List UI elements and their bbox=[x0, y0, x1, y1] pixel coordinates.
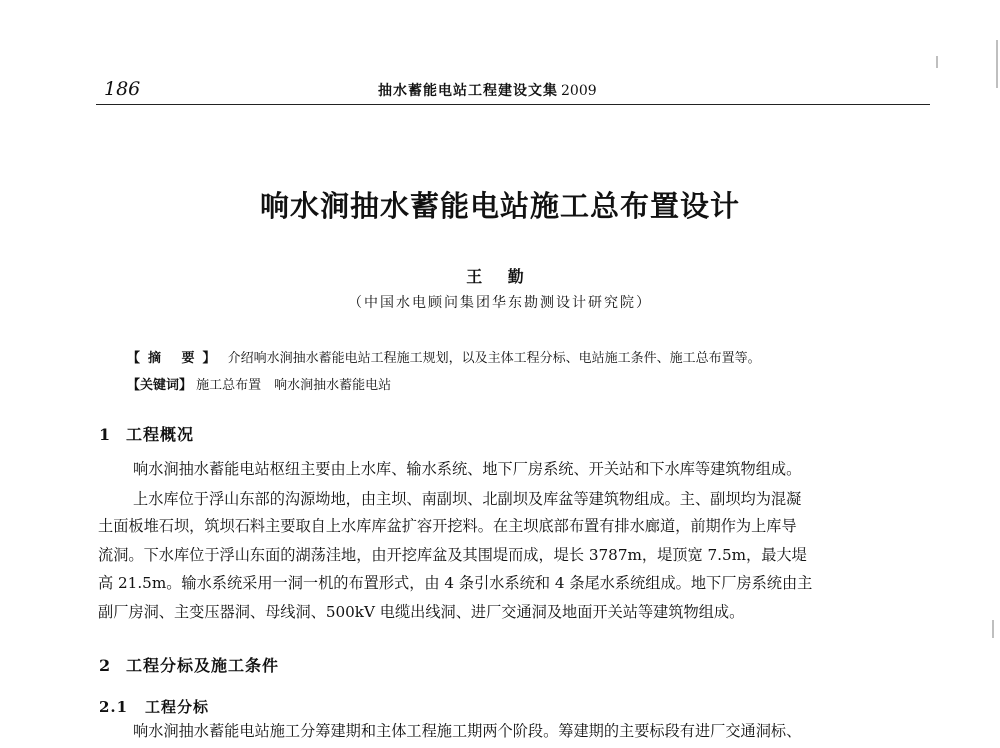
abstract-label: 【摘 要】 bbox=[127, 351, 224, 366]
body-paragraph-line: 响水涧抽水蓄能电站枢纽主要由上水库、输水系统、地下厂房系统、开关站和下水库等建筑物组成。 bbox=[133, 460, 802, 478]
scan-artifact-mark bbox=[996, 40, 998, 88]
author-affiliation: （中国水电顾问集团华东勘测设计研究院） bbox=[348, 295, 652, 311]
scan-artifact-mark bbox=[936, 56, 938, 68]
scan-artifact-mark bbox=[992, 620, 994, 638]
running-title-text: 抽水蓄能电站工程建设文集 bbox=[378, 83, 558, 99]
section-heading-2 bbox=[99, 653, 279, 676]
body-paragraph-line: 高 21.5m。输水系统采用一洞一机的布置形式，由 4 条引水系统和 4 条尾水系统组成。地下厂房系统由主 bbox=[98, 574, 813, 592]
page-number: 186 bbox=[104, 78, 141, 100]
running-title bbox=[378, 80, 597, 100]
body-paragraph-line: 响水涧抽水蓄能电站施工分筹建期和主体工程施工期两个阶段。筹建期的主要标段有进厂交通洞标、 bbox=[133, 722, 802, 740]
section-number: 2 bbox=[99, 656, 112, 675]
body-paragraph-line: 上水库位于浮山东部的沟源坳地，由主坝、南副坝、北副坝及库盆等建筑物组成。主、副坝均为混凝 bbox=[133, 490, 802, 508]
section-number: 1 bbox=[99, 425, 112, 444]
subsection-title: 工程分标 bbox=[145, 698, 210, 716]
keywords bbox=[127, 374, 927, 393]
section-title: 工程分标及施工条件 bbox=[126, 656, 280, 675]
section-heading-1 bbox=[99, 422, 194, 445]
article-title: 响水涧抽水蓄能电站施工总布置设计 bbox=[259, 189, 740, 223]
body-paragraph-line: 土面板堆石坝，筑坝石料主要取自上水库库盆扩容开挖料。在主坝底部布置有排水廊道，前期作为上库导 bbox=[98, 517, 797, 535]
subsection-heading-2-1 bbox=[99, 696, 209, 717]
author-name: 王 勤 bbox=[466, 267, 534, 286]
subsection-number: 2.1 bbox=[99, 698, 129, 716]
abstract-text: 介绍响水涧抽水蓄能电站工程施工规划，以及主体工程分标、电站施工条件、施工总布置等。 bbox=[227, 351, 761, 366]
body-paragraph-line: 流洞。下水库位于浮山东面的湖荡洼地，由开挖库盆及其围堤而成，堤长 3787m，堤顶宽 7.5m，最大堤 bbox=[98, 546, 807, 564]
body-paragraph-line: 副厂房洞、主变压器洞、母线洞、500kV 电缆出线洞、进厂交通洞及地面开关站等建筑物组成。 bbox=[98, 603, 745, 621]
running-header bbox=[96, 70, 930, 105]
abstract bbox=[127, 347, 927, 366]
running-title-year: 2009 bbox=[561, 83, 597, 99]
keywords-text: 施工总布置 响水涧抽水蓄能电站 bbox=[196, 378, 392, 393]
keywords-label: 【关键词】 bbox=[127, 378, 193, 393]
section-title: 工程概况 bbox=[126, 425, 195, 444]
